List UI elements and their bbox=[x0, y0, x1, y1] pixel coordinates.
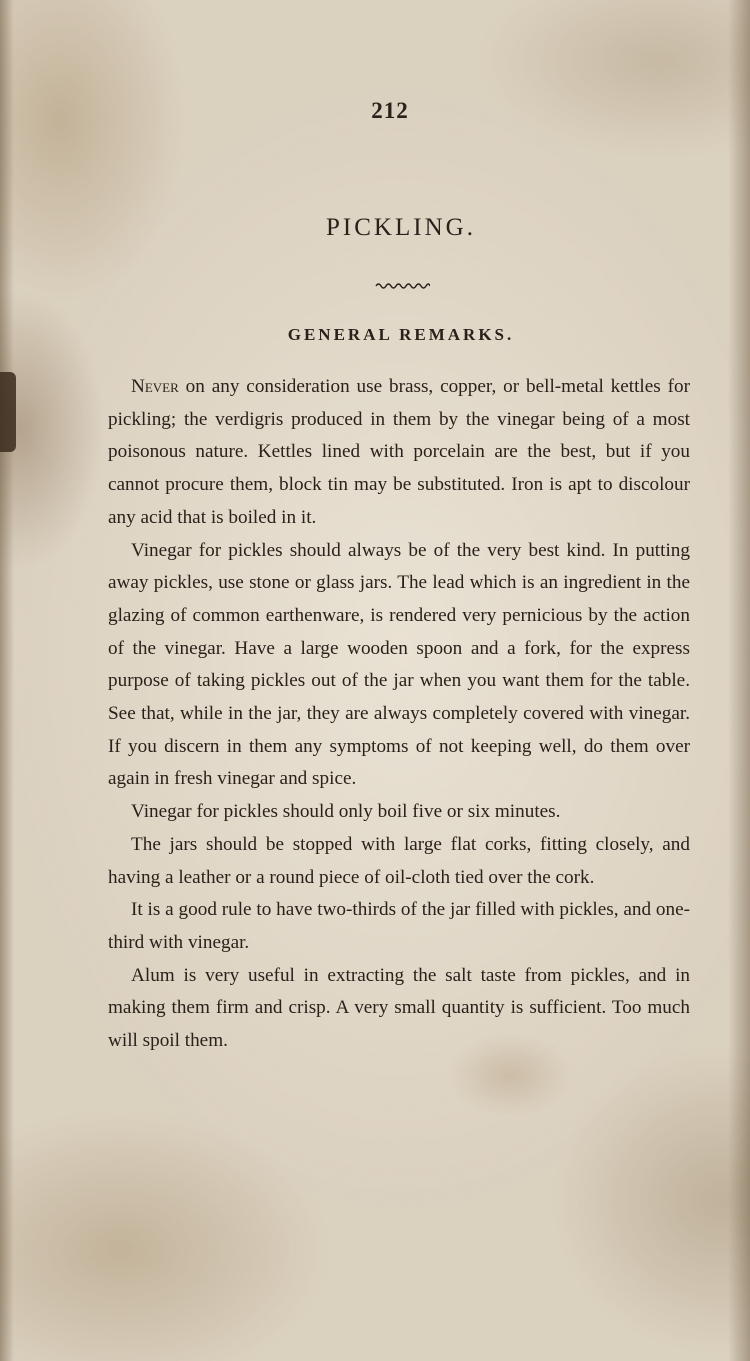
body-text bbox=[108, 371, 690, 1058]
paragraph-text: Vinegar for pickles should only boil five or six minutes. bbox=[131, 801, 561, 823]
paragraph-text: The jars should be stopped with large flat corks, fitting closely, and having a leather or a round piece of oil-cloth tied over the cork. bbox=[108, 833, 690, 888]
paragraph bbox=[108, 894, 690, 959]
paragraph bbox=[108, 796, 690, 829]
page-edge-shadow-right bbox=[728, 0, 750, 1361]
binding-mark bbox=[0, 372, 16, 452]
section-heading: GENERAL REMARKS. bbox=[287, 325, 515, 344]
page-number: 212 bbox=[371, 98, 409, 123]
paragraph-text: It is a good rule to have two-thirds of the jar filled with pickles, and one-third with vinegar. bbox=[108, 899, 690, 953]
chapter-title: PICKLING. bbox=[326, 214, 476, 241]
paragraph-lead: Never bbox=[131, 376, 179, 397]
page-edge-shadow-left bbox=[0, 0, 14, 1361]
paragraph bbox=[108, 829, 690, 894]
paragraph-text: Vinegar for pickles should always be of the very best kind. In putting away pickles, use stone or glass jars. The lead which is an ingredient in the glazing of common earthenware, is rendered very pernicious by the action of the vinegar. Have a large wooden spoon and a fork, for the express purpose of taking pickles out of the jar when you want them for the table. See that, while in the jar, they are always completely covered with vinegar. If you discern in them any symptoms of not keeping well, do them over again in fresh vinegar and spice. bbox=[108, 539, 690, 790]
paragraph-text: on any consideration use brass, copper, or bell-metal kettles for pickling; the verdigris produced in them by the vinegar being of a most poisonous nature. Kettles lined with porcelain are the best, but if you cannot procure them, block tin may be substituted. Iron is apt to discolour any acid that is boiled in it. bbox=[108, 376, 690, 528]
paragraph bbox=[108, 535, 690, 797]
paragraph-text: Alum is very useful in extracting the salt taste from pickles, and in making them firm and crisp. A very small quantity is sufficient. Too much will spoil them. bbox=[108, 964, 690, 1052]
ornament-divider bbox=[374, 280, 430, 290]
paragraph bbox=[108, 960, 690, 1058]
paragraph bbox=[108, 371, 690, 535]
